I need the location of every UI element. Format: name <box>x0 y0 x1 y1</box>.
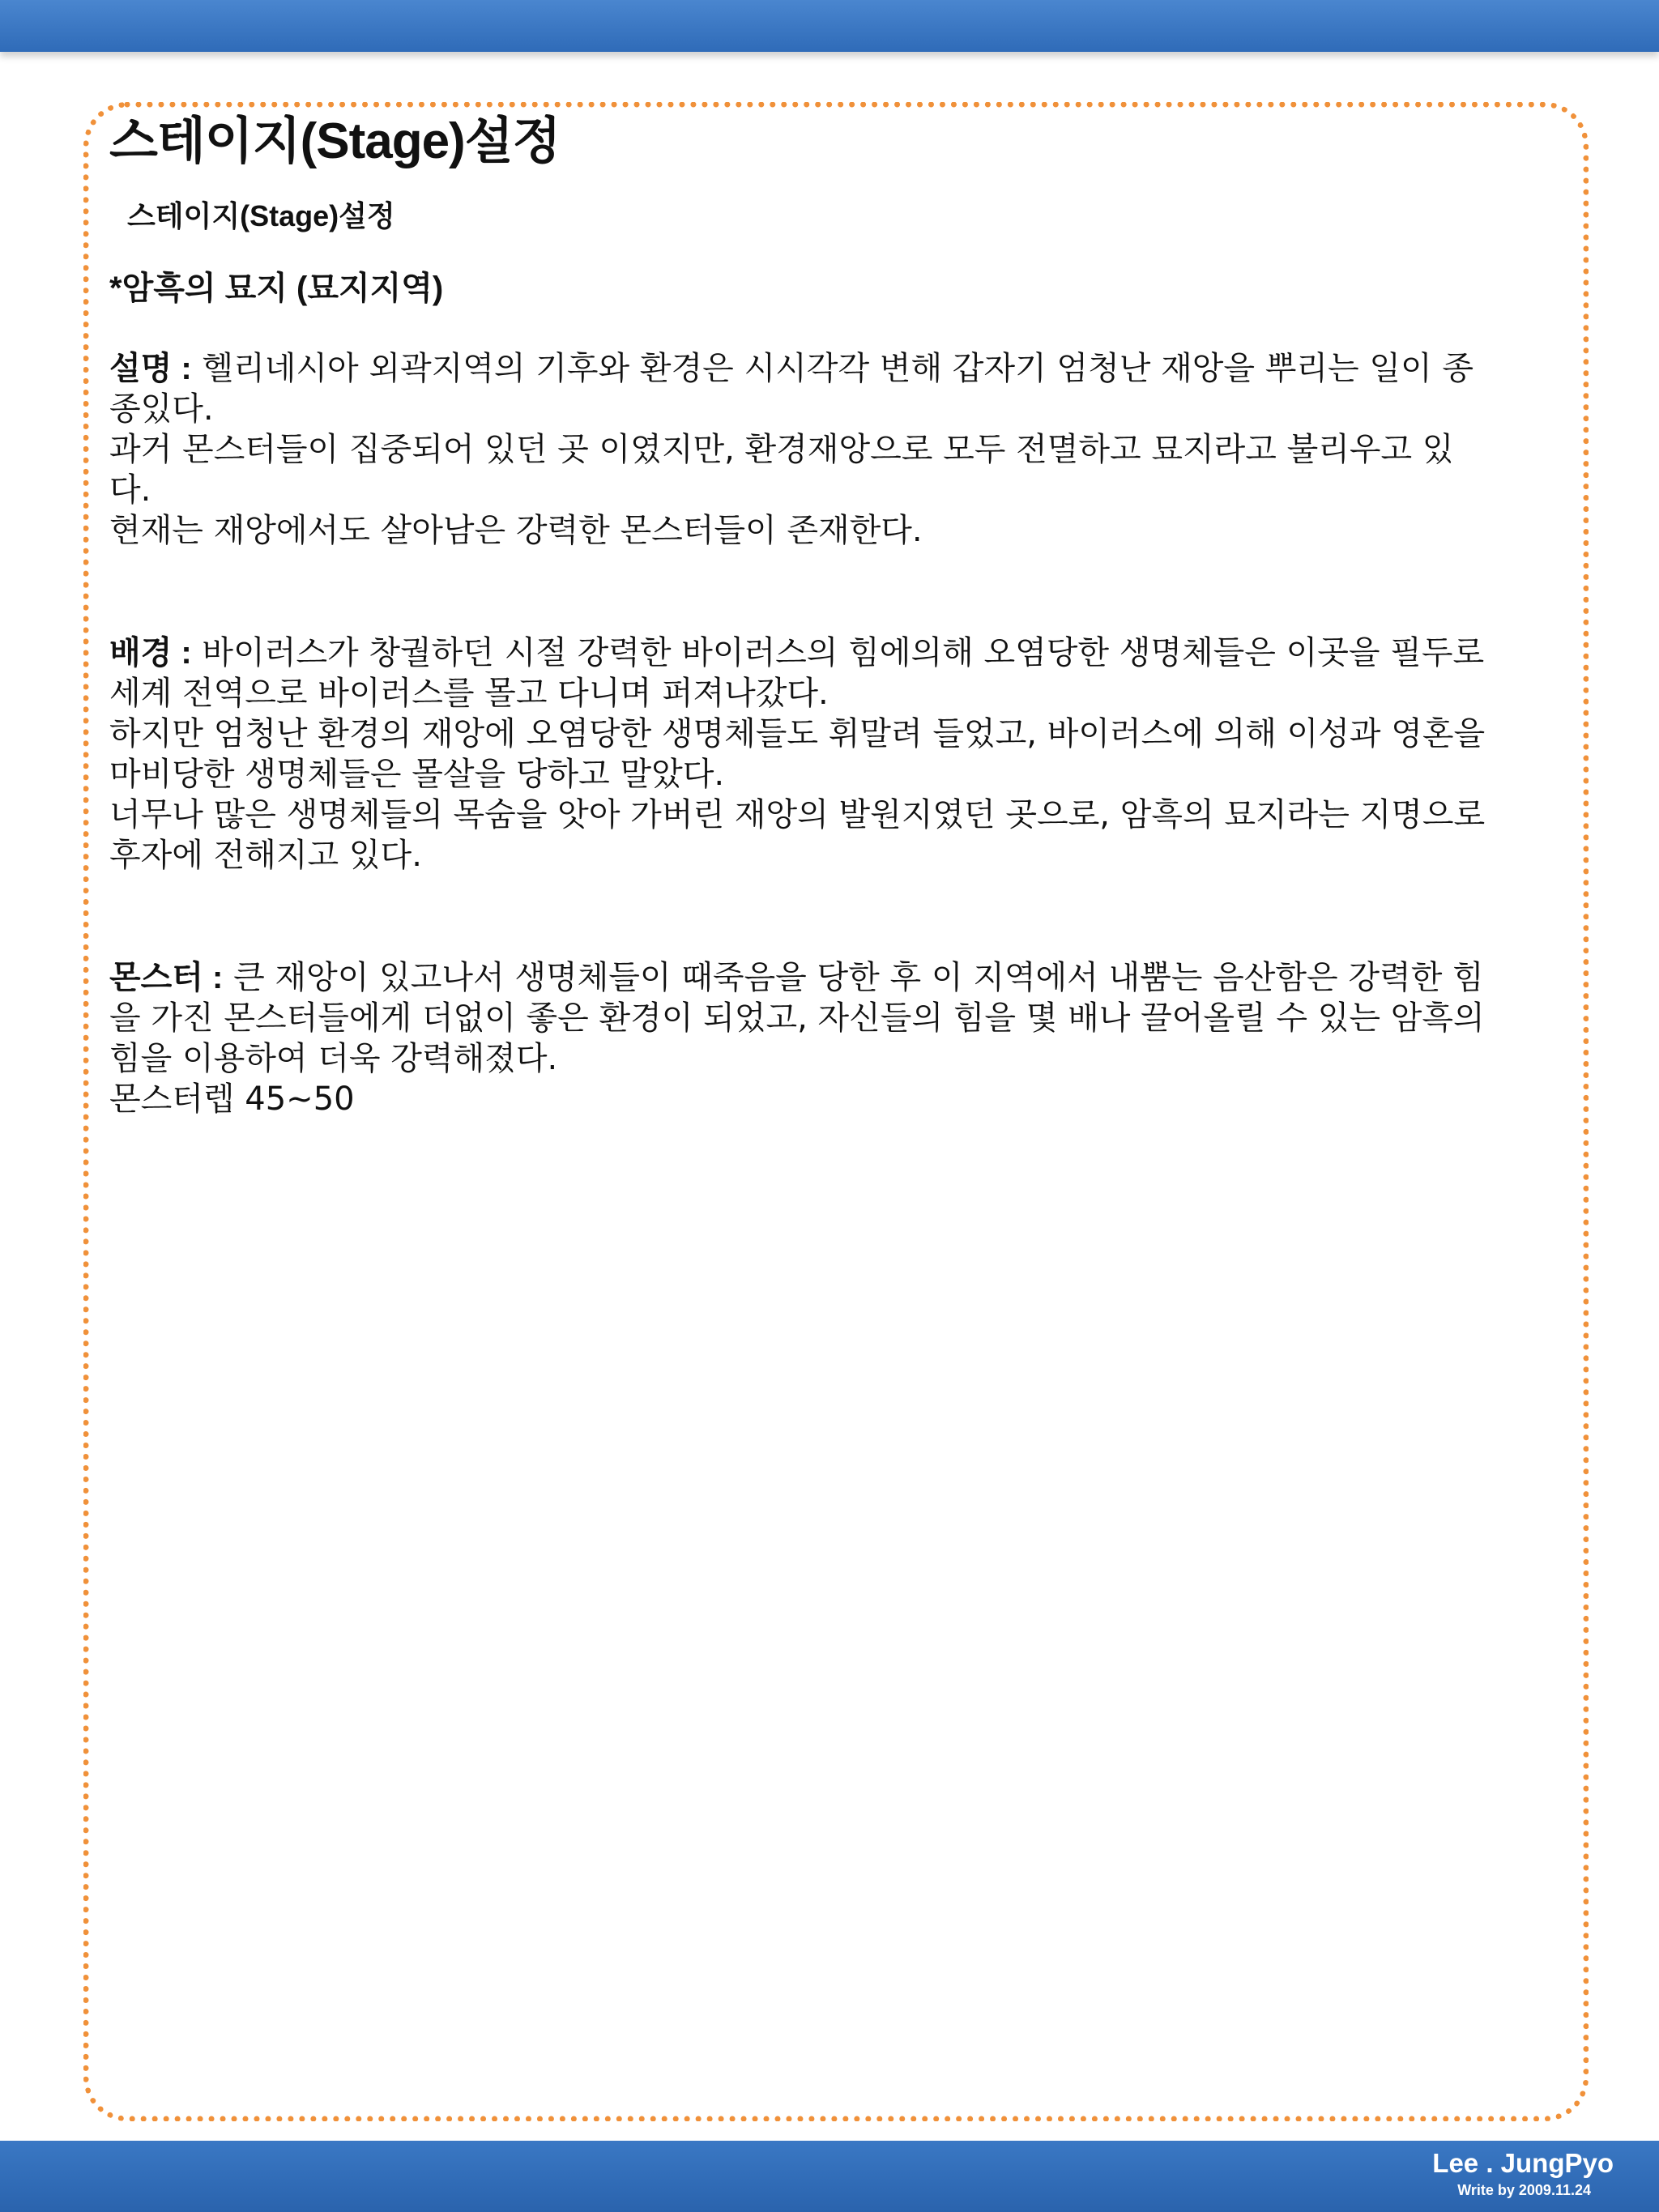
background-paragraph <box>109 633 1486 714</box>
description-line: 현재는 재앙에서도 살아남은 강력한 몬스터들이 존재한다. <box>109 512 923 549</box>
background-label: 배경 : <box>109 635 192 671</box>
write-date: Write by 2009.11.24 <box>1457 2182 1591 2198</box>
monster-level-line: 몬스터렙 45~50 <box>109 1080 355 1118</box>
background-line: 너무나 많은 생명체들의 목숨을 앗아 가버린 재앙의 발원지였던 곳으로, 암흑의 묘지라는 지명으로 후자에 전해지고 있다. <box>109 796 1486 874</box>
monster-text: 큰 재앙이 있고나서 생명체들이 때죽음을 당한 후 이 지역에서 내뿜는 음산함은 강력한 힘을 가진 몬스터들에게 더없이 좋은 환경이 되었고, 자신들의 힘을 몇 배나 끌어올릴 수 있는 암흑의 힘을 이용하여 더욱 강력해졌다. <box>109 959 1485 1077</box>
background-line: 하지만 엄청난 환경의 재앙에 오염당한 생명체들도 휘말려 들었고, 바이러스에 의해 이성과 영혼을 마비당한 생명체들은 몰살을 당하고 말았다. <box>109 715 1486 793</box>
monster-section <box>109 957 1486 1119</box>
description-label: 설명 : <box>109 351 192 386</box>
author-name: Lee . JungPyo <box>1432 2148 1614 2178</box>
header-bar <box>0 0 1659 52</box>
description-section <box>109 348 1486 551</box>
monster-label: 몬스터 : <box>109 960 224 995</box>
background-section <box>109 633 1486 876</box>
description-text: 헬리네시아 외곽지역의 기후와 환경은 시시각각 변해 갑자기 엄청난 재앙을 뿌리는 일이 종종있다. <box>109 350 1473 428</box>
page-subtitle: 스테이지(Stage)설정 <box>127 199 395 232</box>
area-title: *암흑의 묘지 (묘지지역) <box>109 271 444 306</box>
description-line: 과거 몬스터들이 집중되어 있던 곳 이였지만, 환경재앙으로 모두 전멸하고 묘지라고 불리우고 있다. <box>109 431 1454 509</box>
description-paragraph <box>109 348 1486 429</box>
background-text: 바이러스가 창궐하던 시절 강력한 바이러스의 힘에의해 오염당한 생명체들은 이곳을 필두로 세계 전역으로 바이러스를 몰고 다니며 퍼져나갔다. <box>109 634 1485 712</box>
page-title: 스테이지(Stage)설정 <box>109 113 561 169</box>
slide-content <box>109 105 1486 1118</box>
monster-paragraph <box>109 957 1486 1079</box>
footer-bar <box>0 2141 1659 2212</box>
